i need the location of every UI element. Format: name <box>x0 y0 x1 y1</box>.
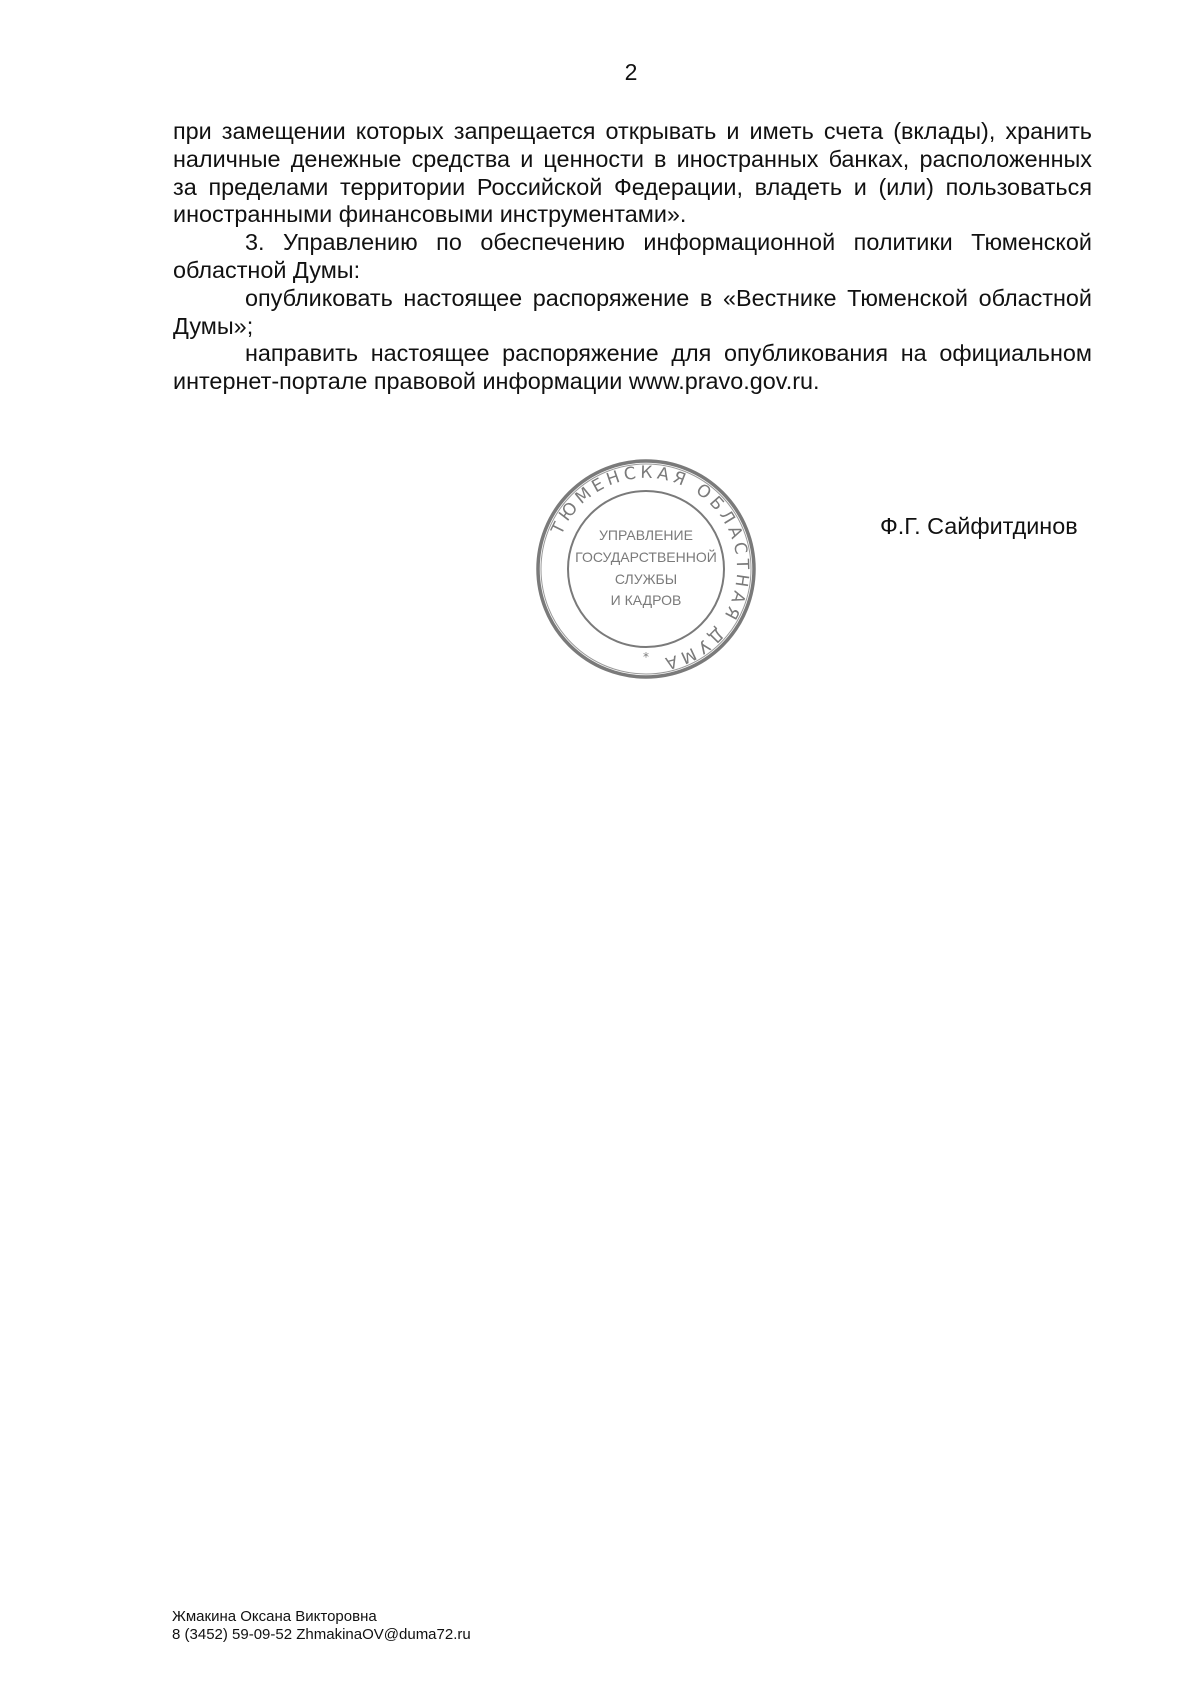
page-number: 2 <box>624 59 638 85</box>
official-stamp <box>535 458 757 680</box>
executor-footer <box>172 1608 471 1644</box>
stamp-inner-line-4: И КАДРОВ <box>610 592 682 608</box>
executor-contact: 8 (3452) 59-09-52 ZhmakinaOV@duma72.ru <box>172 1626 471 1643</box>
paragraph-publish-portal: направить настоящее распоряжение для опубликования на официальном интернет-портале правовой информации www.pravo.gov.ru. <box>173 340 1092 395</box>
stamp-inner-ring <box>568 491 724 647</box>
stamp-inner-line-2: ГОСУДАРСТВЕННОЙ <box>575 549 717 565</box>
stamp-inner-line-3: СЛУЖБЫ <box>614 571 678 587</box>
document-body <box>173 118 1092 396</box>
paragraph-item-3: 3. Управлению по обеспечению информационной политики Тюменской областной Думы: <box>173 229 1092 283</box>
stamp-star-icon: * <box>643 650 649 664</box>
stamp-outer-text: ТЮМЕНСКАЯ ОБЛАСТНАЯ ДУМА <box>547 462 753 674</box>
paragraph-continuation: при замещении которых запрещается открывать и иметь счета (вклады), хранить наличные денежные средства и ценности в иностранных банках, расположенных за пределами территории Российской Федерации, владеть и (или) пользоваться иностранными финансовыми инструментами». <box>173 118 1092 228</box>
stamp-inner-line-1: УПРАВЛЕНИЕ <box>599 527 693 543</box>
stamp-outer-ring <box>538 461 754 677</box>
stamp-seal-graphic <box>535 458 757 680</box>
signatory-name: Ф.Г. Сайфитдинов <box>880 513 1078 539</box>
paragraph-publish-bulletin: опубликовать настоящее распоряжение в «Вестнике Тюменской областной Думы»; <box>173 284 1092 339</box>
executor-name: Жмакина Оксана Викторовна <box>172 1608 377 1625</box>
